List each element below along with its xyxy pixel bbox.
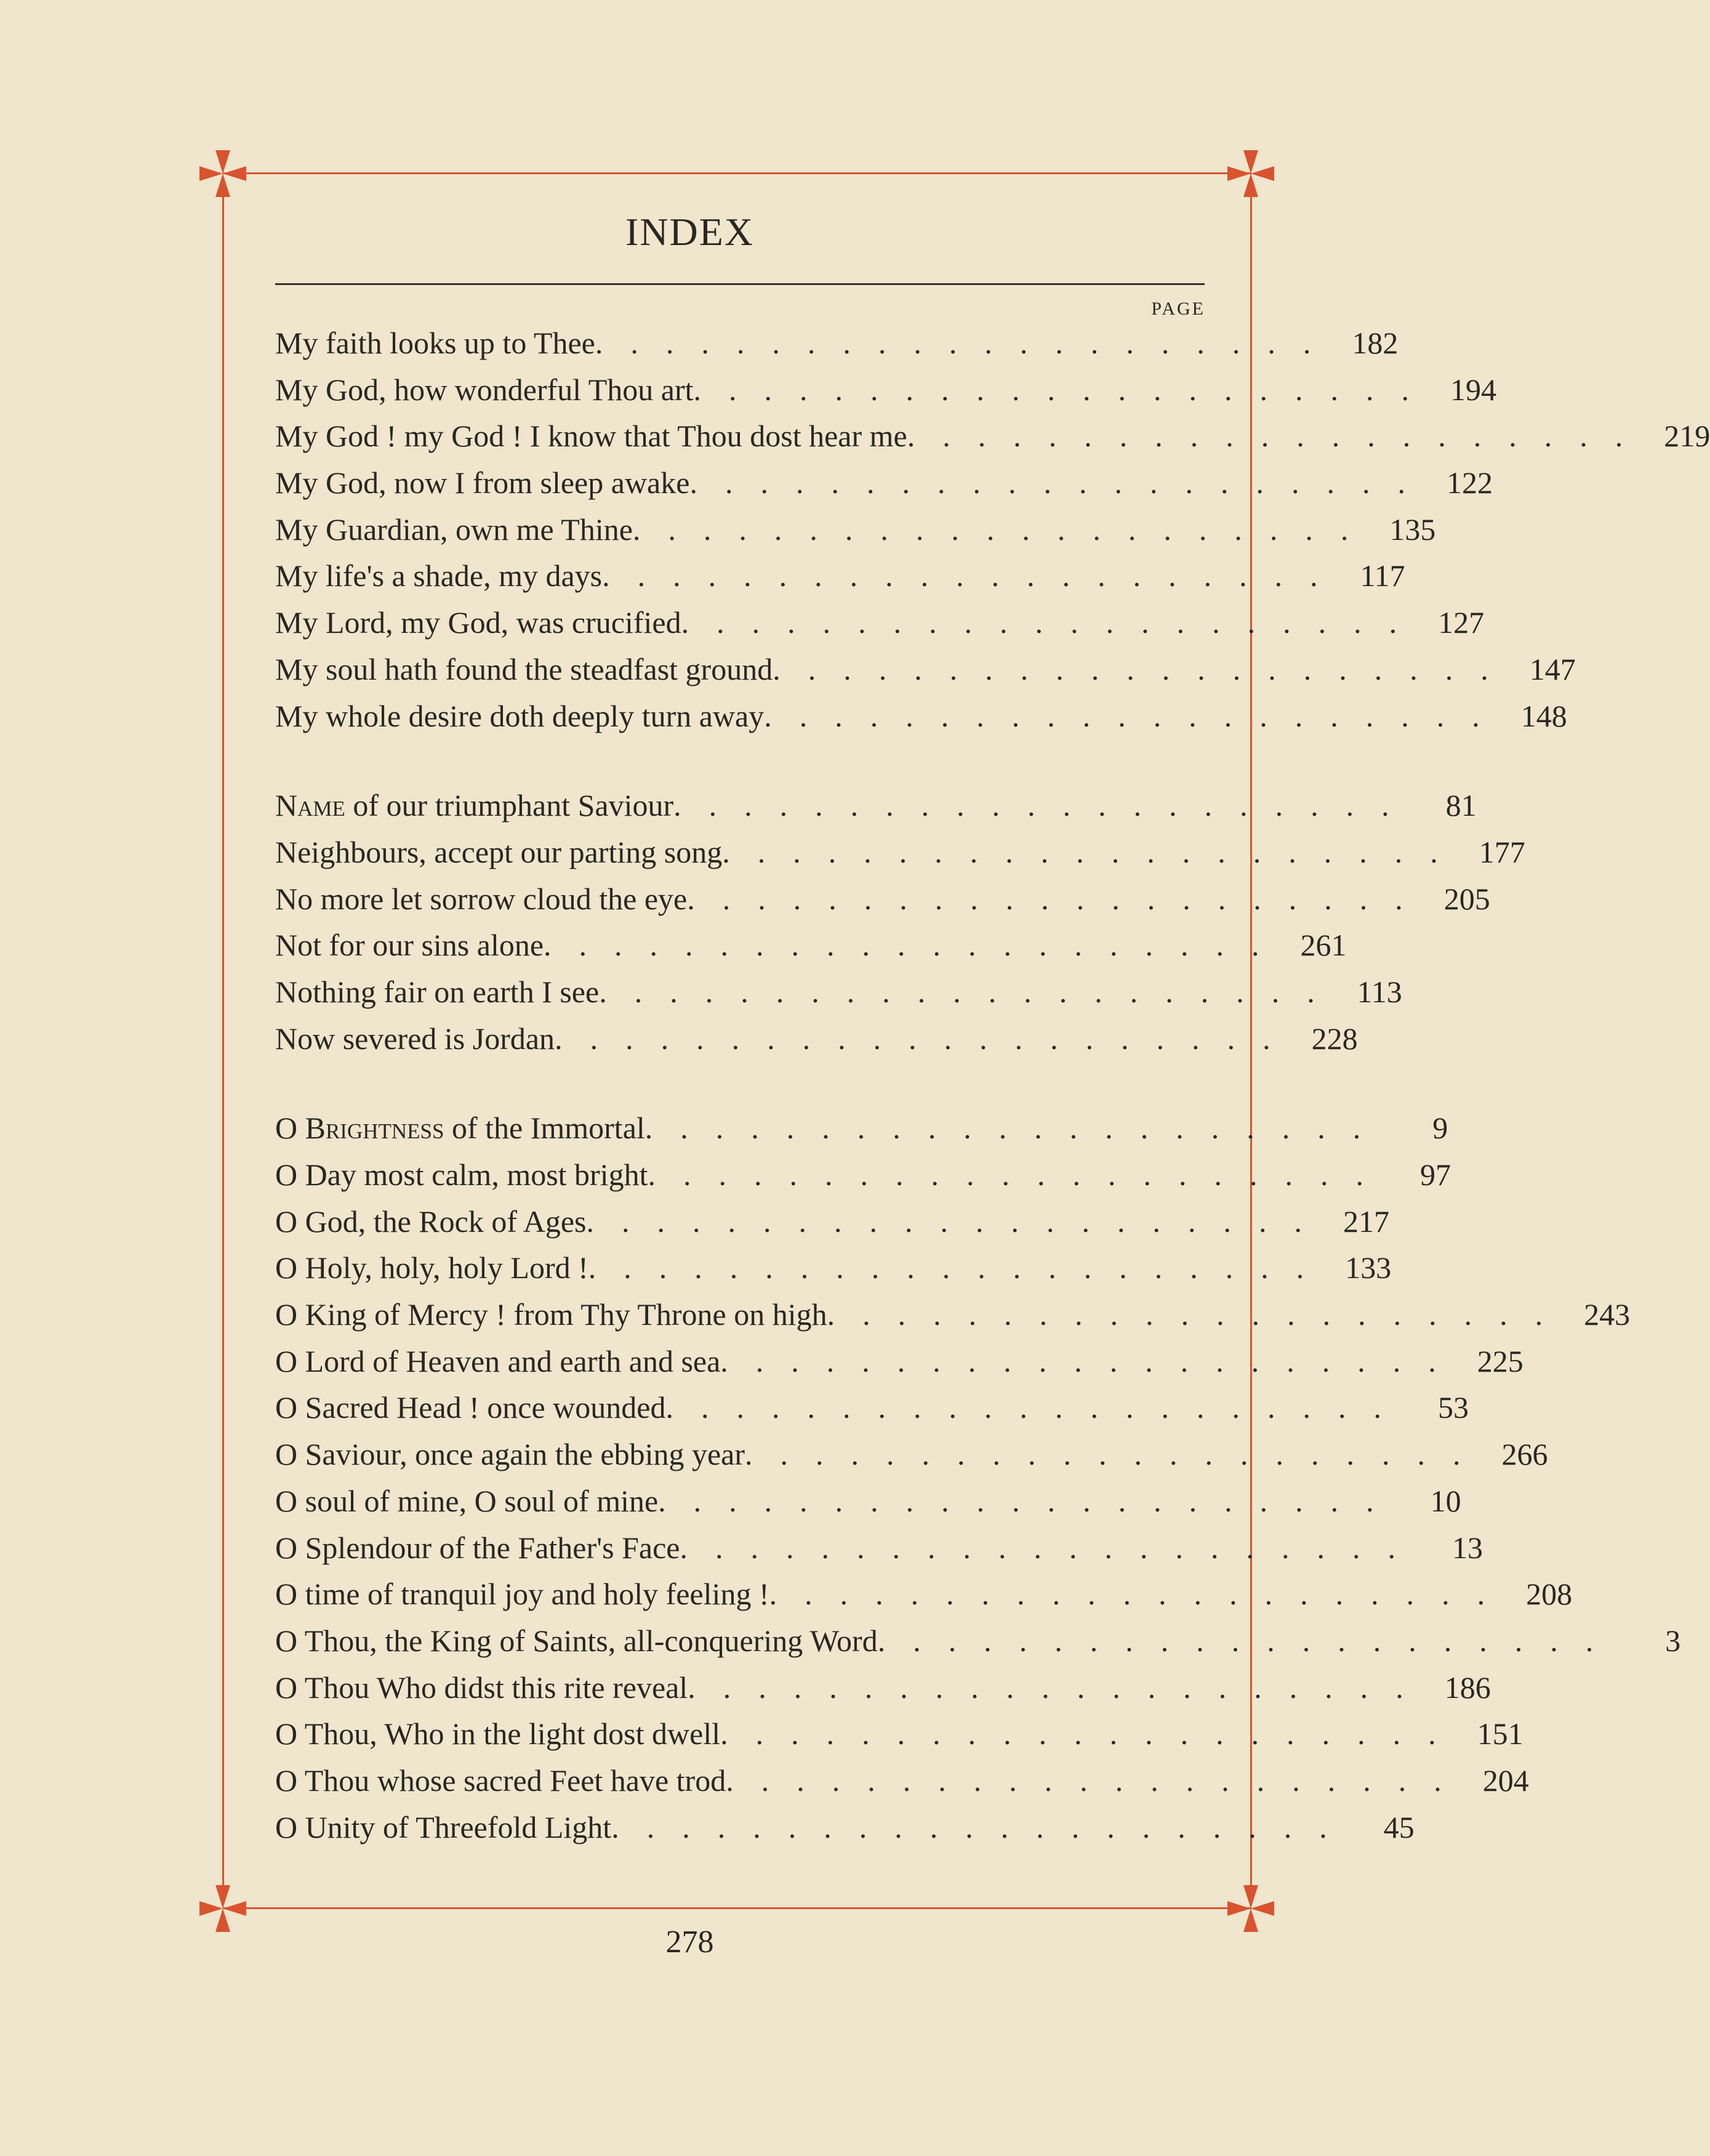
index-entry <box>275 1530 1483 1577</box>
entry-title <box>275 512 633 547</box>
dot-leader: ..................... <box>632 512 1376 547</box>
entry-title <box>275 1157 648 1193</box>
entry-page-number: 10 <box>1430 1483 1461 1518</box>
index-entry <box>275 372 1497 419</box>
entry-page-number: 243 <box>1584 1297 1631 1332</box>
entry-title <box>275 1390 665 1425</box>
entry-title <box>275 881 687 917</box>
dot-leader: ..................... <box>720 1343 1464 1378</box>
entry-page-number: 13 <box>1451 1530 1483 1565</box>
entry-title <box>275 1110 645 1146</box>
dot-leader: ..................... <box>681 605 1425 640</box>
entry-title-text: Not for our sins alone <box>275 928 544 963</box>
index-entry <box>275 974 1402 1021</box>
entry-title-text: Nothing fair on earth I see <box>275 974 600 1009</box>
index-entry <box>275 1670 1491 1716</box>
entry-page-number: 127 <box>1438 605 1485 640</box>
entry-title-text: O Thou, the King of Saints, all-conquering Word <box>275 1623 878 1658</box>
entry-title <box>275 605 681 640</box>
dot-leader: ..................... <box>611 1809 1355 1844</box>
index-entry <box>275 1250 1392 1297</box>
entry-title-text: O Holy, holy, holy Lord ! <box>275 1250 588 1285</box>
dot-leader: ..................... <box>588 1250 1332 1285</box>
dot-leader: ..................... <box>689 465 1433 501</box>
entry-title <box>275 1204 587 1239</box>
entry-title <box>275 1763 726 1798</box>
index-entry <box>275 1483 1461 1530</box>
entry-title-text: Now severed is Jordan <box>275 1021 555 1056</box>
entry-title-text: My God ! my God ! I know that Thou dost hear me <box>275 419 907 454</box>
index-entry <box>275 881 1490 928</box>
entry-title-text: O Day most calm, most bright <box>275 1157 648 1192</box>
entry-page-number: 122 <box>1446 465 1493 501</box>
index-entry <box>275 787 1477 834</box>
entry-page-number: 225 <box>1477 1343 1523 1378</box>
dot-leader: ..................... <box>658 1483 1402 1518</box>
dot-leader: ..................... <box>745 1437 1488 1472</box>
index-entry <box>275 1021 1358 1068</box>
entry-title-text: O King of Mercy ! from Thy Throne on high <box>275 1297 827 1332</box>
entry-title <box>275 1436 745 1472</box>
dot-leader: ..................... <box>648 1157 1391 1192</box>
page-title: INDEX <box>625 210 755 254</box>
entry-title-text: O Thou Who didst this rite reveal <box>275 1670 688 1705</box>
entry-title-text: My God, how wonderful Thou art <box>275 372 694 407</box>
entry-title-text: O Thou, Who in the light dost dwell <box>275 1716 721 1752</box>
entry-page-number: 97 <box>1420 1157 1451 1192</box>
index-group <box>275 1110 1681 1856</box>
dot-leader: ..................... <box>665 1390 1409 1425</box>
dot-leader: ..................... <box>764 698 1507 733</box>
entry-title-text: My Lord, my God, was crucified <box>275 605 681 640</box>
frame-bottom-rule <box>223 1907 1251 1909</box>
entry-title-text: My soul hath found the steadfast ground <box>275 651 773 686</box>
index-entry <box>275 558 1405 605</box>
entry-title <box>275 1670 688 1705</box>
index-entry <box>275 465 1493 512</box>
index-entry <box>275 1716 1523 1763</box>
index-entries <box>275 325 1710 1899</box>
entry-title <box>275 1021 555 1056</box>
entry-title-text: My whole desire doth deeply turn away <box>275 698 765 733</box>
entry-title <box>275 325 595 361</box>
entry-title <box>275 418 907 454</box>
entry-title <box>275 974 599 1010</box>
index-entry <box>275 1110 1448 1157</box>
index-entry <box>275 1343 1523 1390</box>
dot-leader: ..................... <box>827 1297 1571 1332</box>
entry-title-text: O time of tranquil joy and holy feeling ! <box>275 1577 769 1612</box>
entry-page-number: 9 <box>1432 1111 1448 1146</box>
entry-title-text: of our triumphant Saviour <box>345 788 674 823</box>
entry-lead-smallcaps: Name <box>275 788 345 823</box>
index-group <box>275 325 1710 744</box>
entry-title <box>275 1809 611 1845</box>
entry-title-text: No more let sorrow cloud the eye <box>275 881 688 916</box>
entry-title-text: My faith looks up to Thee <box>275 326 595 360</box>
page-number: 278 <box>665 1925 714 1960</box>
entry-title <box>275 558 602 593</box>
index-entry <box>275 1436 1548 1483</box>
entry-title <box>275 1343 720 1379</box>
index-entry <box>275 1576 1573 1623</box>
dot-leader: ..................... <box>595 326 1339 360</box>
entry-page-number: 177 <box>1479 834 1525 869</box>
dot-leader: ..................... <box>599 974 1343 1009</box>
maltese-cross-icon <box>1225 148 1277 199</box>
index-entry <box>275 325 1399 372</box>
entry-page-number: 205 <box>1443 881 1490 916</box>
entry-title-text: O Lord of Heaven and earth and sea <box>275 1343 721 1378</box>
entry-page-number: 194 <box>1450 372 1497 407</box>
dot-leader: ..................... <box>688 1670 1431 1705</box>
entry-title <box>275 465 689 501</box>
entry-page-number: 113 <box>1357 974 1402 1009</box>
entry-page-number: 208 <box>1526 1577 1573 1612</box>
entry-title <box>275 834 722 870</box>
dot-leader: ..................... <box>726 1763 1469 1798</box>
entry-title-text: O soul of mine, O soul of mine <box>275 1483 659 1518</box>
dot-leader: ..................... <box>687 881 1431 916</box>
index-entry <box>275 1204 1389 1250</box>
entry-lead-smallcaps: O Brightness <box>275 1111 444 1146</box>
index-entry <box>275 1809 1415 1856</box>
entry-page-number: 219 <box>1664 419 1710 454</box>
entry-title <box>275 787 673 823</box>
entry-page-number: 228 <box>1311 1021 1358 1056</box>
entry-page-number: 147 <box>1529 651 1576 686</box>
index-entry <box>275 1623 1681 1670</box>
dot-leader: ..................... <box>907 419 1651 454</box>
entry-page-number: 148 <box>1520 698 1567 733</box>
dot-leader: ..................... <box>602 558 1346 593</box>
index-entry <box>275 418 1710 465</box>
title-rule <box>275 283 1205 285</box>
dot-leader: ..................... <box>680 1530 1423 1565</box>
entry-title-text: O God, the Rock of Ages <box>275 1204 587 1239</box>
index-entry <box>275 698 1567 745</box>
frame-left-rule <box>222 185 224 1896</box>
entry-title <box>275 1716 720 1752</box>
entry-title-text: My life's a shade, my days <box>275 558 603 593</box>
entry-page-number: 135 <box>1389 512 1436 547</box>
entry-page-number: 204 <box>1482 1763 1529 1798</box>
dot-leader: ..................... <box>769 1577 1513 1612</box>
entry-page-number: 266 <box>1501 1437 1548 1472</box>
maltese-cross-icon <box>197 148 249 199</box>
dot-leader: ..................... <box>877 1623 1621 1658</box>
frame-top-rule <box>223 172 1251 174</box>
entry-page-number: 133 <box>1345 1250 1392 1285</box>
entry-title <box>275 651 773 687</box>
entry-page-number: 151 <box>1477 1716 1523 1752</box>
entry-title-text: O Unity of Threefold Light <box>275 1809 612 1844</box>
index-entry <box>275 512 1436 558</box>
entry-title-text: O Sacred Head ! once wounded <box>275 1390 666 1425</box>
entry-title <box>275 372 694 408</box>
entry-title <box>275 927 544 963</box>
entry-title-text: My God, now I from sleep awake <box>275 465 690 501</box>
entry-title-text: of the Immortal <box>444 1111 645 1146</box>
dot-leader: ..................... <box>693 372 1437 407</box>
entry-title <box>275 1623 878 1659</box>
entry-page-number: 182 <box>1352 326 1399 360</box>
entry-title <box>275 1483 658 1519</box>
index-entry <box>275 927 1347 974</box>
entry-title <box>275 1530 680 1566</box>
entry-title <box>275 1250 588 1285</box>
entry-page-number: 117 <box>1360 558 1405 593</box>
dot-leader: ..................... <box>722 834 1466 869</box>
index-entry <box>275 1390 1469 1436</box>
entry-title <box>275 1297 827 1332</box>
dot-leader: ..................... <box>544 928 1287 963</box>
dot-leader: ..................... <box>586 1204 1330 1239</box>
entry-title-text: O Splendour of the Father's Face <box>275 1530 680 1565</box>
index-group <box>275 787 1525 1067</box>
dot-leader: ..................... <box>773 651 1516 686</box>
index-entry <box>275 605 1485 651</box>
index-entry <box>275 651 1576 698</box>
index-entry <box>275 834 1525 881</box>
dot-leader: ..................... <box>673 788 1417 823</box>
entry-page-number: 81 <box>1445 788 1477 823</box>
dot-leader: ..................... <box>644 1111 1389 1146</box>
entry-title-text: O Thou whose sacred Feet have trod <box>275 1763 726 1798</box>
entry-page-number: 186 <box>1444 1670 1491 1705</box>
entry-title-text: O Saviour, once again the ebbing year <box>275 1437 745 1472</box>
entry-page-number: 217 <box>1343 1204 1389 1239</box>
entry-page-number: 45 <box>1383 1809 1415 1844</box>
index-entry <box>275 1763 1529 1809</box>
index-entry <box>275 1297 1631 1343</box>
entry-page-number: 261 <box>1300 928 1347 963</box>
entry-title <box>275 1576 769 1612</box>
dot-leader: ..................... <box>555 1021 1298 1056</box>
entry-title <box>275 698 764 734</box>
dot-leader: ..................... <box>720 1716 1464 1752</box>
entry-title-text: My Guardian, own me Thine <box>275 512 633 547</box>
entry-page-number: 3 <box>1665 1623 1681 1658</box>
entry-page-number: 53 <box>1437 1390 1469 1425</box>
index-entry <box>275 1157 1451 1204</box>
entry-title-text: Neighbours, accept our parting song <box>275 834 723 869</box>
page-column-header: PAGE <box>1151 299 1205 319</box>
